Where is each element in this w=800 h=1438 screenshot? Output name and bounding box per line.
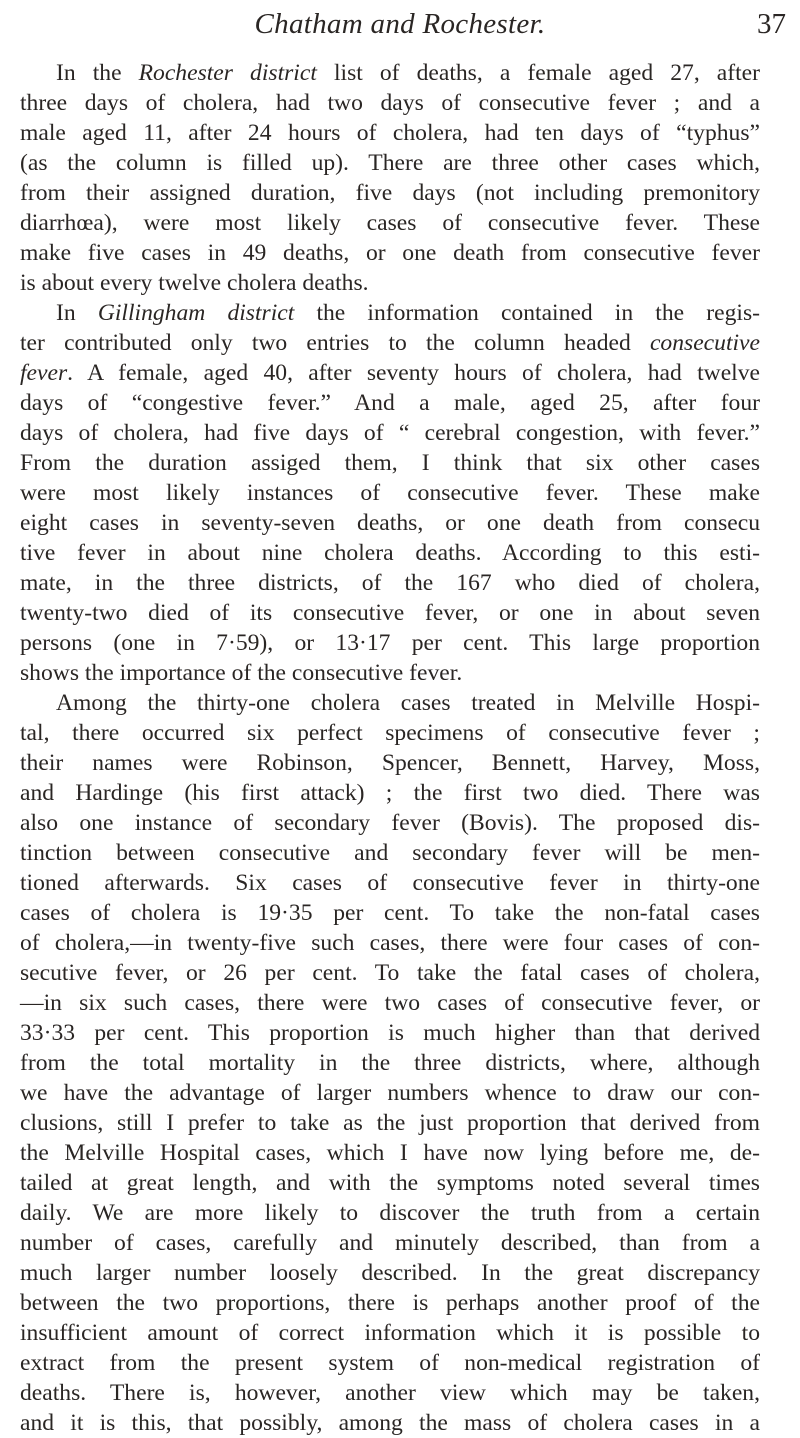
text-line: their names were Robinson, Spencer, Bennett, Harvey, Moss, xyxy=(20,750,760,776)
text-line: cases of cholera is 19·35 per cent. To take the non-fatal cases xyxy=(20,900,760,926)
text-line: from the total mortality in the three districts, where, although xyxy=(20,1050,760,1076)
text-line: Among the thirty-one cholera cases treated in Melville Hospi- xyxy=(56,690,760,716)
text-line: three days of cholera, had two days of consecutive fever ; and a xyxy=(20,90,760,116)
text-line: extract from the present system of non-medical registration of xyxy=(20,1350,760,1376)
text-line: of cholera,—in twenty-five such cases, there were four cases of con- xyxy=(20,930,760,956)
text-line: tioned afterwards. Six cases of consecutive fever in thirty-one xyxy=(20,870,760,896)
text-line: were most likely instances of consecutive fever. These make xyxy=(20,480,760,506)
text-line: and it is this, that possibly, among the mass of cholera cases in a xyxy=(20,1410,760,1436)
text-line: male aged 11, after 24 hours of cholera, had ten days of “typhus” xyxy=(20,120,760,146)
text-line: the Melville Hospital cases, which I have now lying before me, de- xyxy=(20,1140,760,1166)
page-number: 37 xyxy=(757,8,786,40)
text-line: days of cholera, had five days of “ cerebral congestion, with fever.” xyxy=(20,420,760,446)
text-line: mate, in the three districts, of the 167 who died of cholera, xyxy=(20,570,760,596)
text-line: diarrhœa), were most likely cases of consecutive fever. These xyxy=(20,210,760,236)
text-line: tal, there occurred six perfect specimens of consecutive fever ; xyxy=(20,720,760,746)
text-line: In the Rochester district list of deaths, a female aged 27, after xyxy=(56,60,760,86)
text-line: secutive fever, or 26 per cent. To take the fatal cases of cholera, xyxy=(20,960,760,986)
text-line: tive fever in about nine cholera deaths. According to this esti- xyxy=(20,540,760,566)
text-line: and Hardinge (his first attack) ; the first two died. There was xyxy=(20,780,760,806)
text-line: (as the column is filled up). There are three other cases which, xyxy=(20,150,760,176)
text-line: is about every twelve cholera deaths. xyxy=(20,270,369,296)
text-line: eight cases in seventy-seven deaths, or one death from consecu xyxy=(20,510,760,536)
text-line: From the duration assiged them, I think that six other cases xyxy=(20,450,760,476)
text-line: daily. We are more likely to discover the truth from a certain xyxy=(20,1200,760,1226)
text-line: we have the advantage of larger numbers whence to draw our con- xyxy=(20,1080,760,1106)
text-line: —in six such cases, there were two cases of consecutive fever, or xyxy=(20,990,760,1016)
text-line: In Gillingham district the information contained in the regis- xyxy=(56,300,760,326)
text-line: from their assigned duration, five days (not including premonitory xyxy=(20,180,760,206)
text-line: 33·33 per cent. This proportion is much higher than that derived xyxy=(20,1020,760,1046)
text-line: deaths. There is, however, another view which may be taken, xyxy=(20,1380,760,1406)
text-line: ter contributed only two entries to the column headed consecutive xyxy=(20,330,760,356)
text-line: tinction between consecutive and secondary fever will be men- xyxy=(20,840,760,866)
text-line: insufficient amount of correct information which it is possible to xyxy=(20,1320,760,1346)
text-line: tailed at great length, and with the symptoms noted several times xyxy=(20,1170,760,1196)
text-line: between the two proportions, there is perhaps another proof of the xyxy=(20,1290,760,1316)
text-line: persons (one in 7·59), or 13·17 per cent. This large proportion xyxy=(20,630,760,656)
text-line: number of cases, carefully and minutely described, than from a xyxy=(20,1230,760,1256)
text-line: shows the importance of the consecutive fever. xyxy=(20,660,463,686)
text-line: days of “congestive fever.” And a male, aged 25, after four xyxy=(20,390,760,416)
text-line: twenty-two died of its consecutive fever, or one in about seven xyxy=(20,600,760,626)
running-title: Chatham and Rochester. xyxy=(254,8,546,40)
text-line: much larger number loosely described. In the great discrepancy xyxy=(20,1260,760,1286)
text-line: fever. A female, aged 40, after seventy hours of cholera, had twelve xyxy=(20,360,760,386)
running-head xyxy=(0,8,800,48)
text-line: also one instance of secondary fever (Bovis). The proposed dis- xyxy=(20,810,760,836)
text-line: make five cases in 49 deaths, or one death from consecutive fever xyxy=(20,240,760,266)
text-line: clusions, still I prefer to take as the just proportion that derived from xyxy=(20,1110,760,1136)
